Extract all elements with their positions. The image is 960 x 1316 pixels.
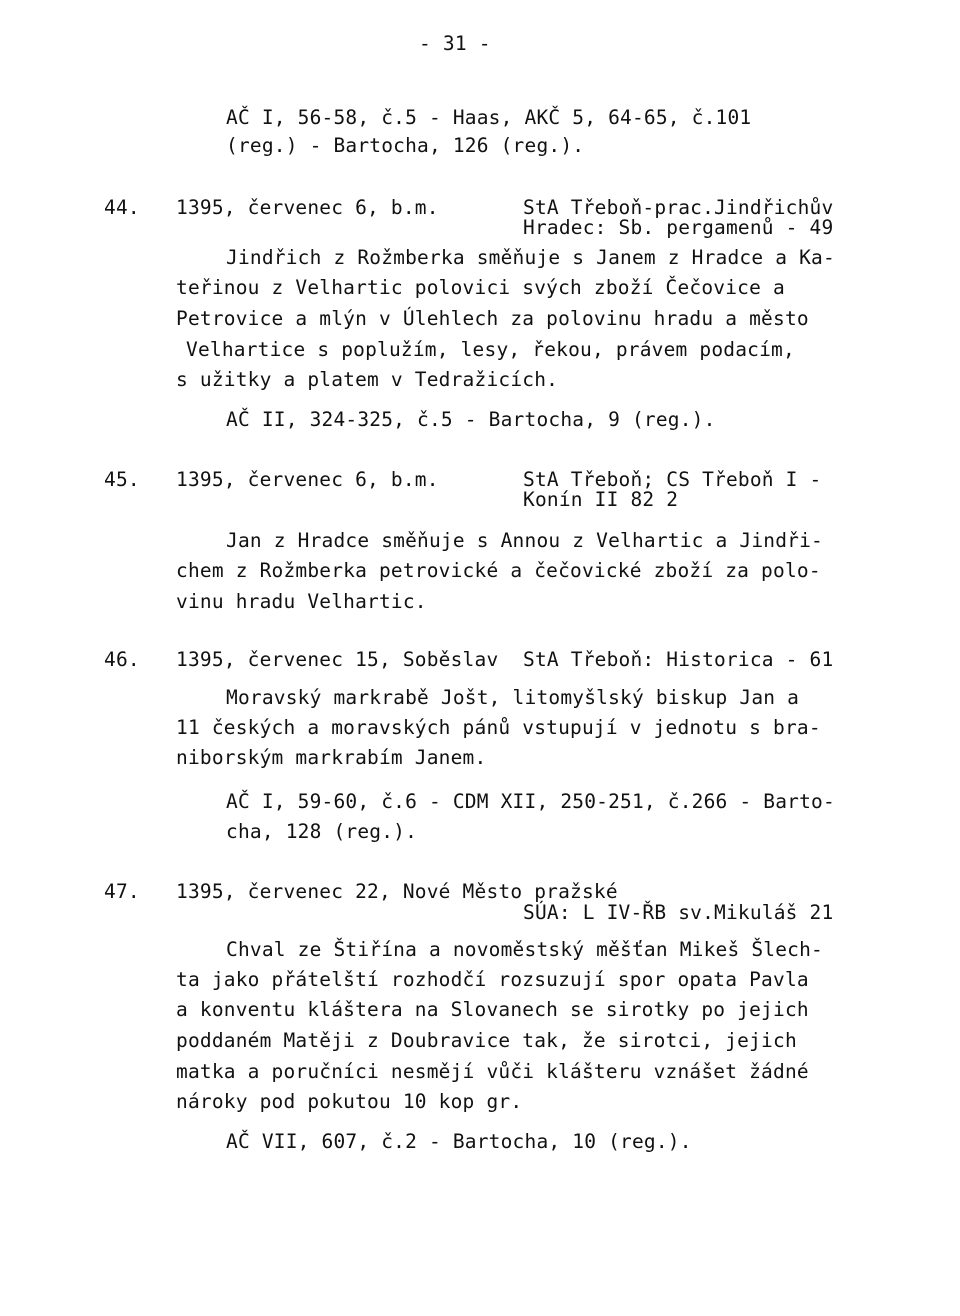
entry-body-line: poddaném Matěji z Doubravice tak, že sirotci, jejich	[176, 1029, 797, 1052]
entry-date: 1395, červenec 22, Nové Město pražské	[176, 880, 618, 903]
entry-archive: Hradec: Sb. pergamenů - 49	[523, 216, 834, 239]
entry-body-line: chem z Rožmberka petrovické a čečovické zboží za polo-	[176, 559, 821, 582]
entry-reference: AČ I, 59-60, č.6 - CDM XII, 250-251, č.266 - Barto-	[226, 790, 835, 813]
intro-line: (reg.) - Bartocha, 126 (reg.).	[226, 134, 585, 157]
entry-date: 1395, červenec 6, b.m.	[176, 468, 439, 491]
entry-body-line: Jan z Hradce směňuje s Annou z Velhartic a Jindři-	[226, 529, 823, 552]
entry-reference: cha, 128 (reg.).	[226, 820, 418, 843]
entry-body-line: Petrovice a mlýn v Úlehlech za polovinu hradu a město	[176, 307, 809, 330]
entry-reference: AČ II, 324-325, č.5 - Bartocha, 9 (reg.).	[226, 408, 716, 431]
entry-number: 47.	[104, 880, 140, 903]
entry-archive: StA Třeboň; CS Třeboň I -	[523, 468, 822, 491]
entry-body-line: a konventu kláštera na Slovanech se sirotky po jejich	[176, 998, 809, 1021]
entry-body-line: matka a poručníci nesmějí vůči klášteru vznášet žádné	[176, 1060, 809, 1083]
entry-reference: AČ VII, 607, č.2 - Bartocha, 10 (reg.).	[226, 1130, 692, 1153]
entry-body-line: Velhartice s poplužím, lesy, řekou, právem podacím,	[186, 338, 795, 361]
entry-body-line: 11 českých a moravských pánů vstupují v jednotu s bra-	[176, 716, 821, 739]
entry-number: 46.	[104, 648, 140, 671]
entry-body-line: vinu hradu Velhartic.	[176, 590, 427, 613]
entry-archive: SÚA: L IV-ŘB sv.Mikuláš 21	[523, 901, 834, 924]
entry-body-line: s užitky a platem v Tedražicích.	[176, 368, 559, 391]
entry-body-line: ta jako přátelští rozhodčí rozsuzují spor opata Pavla	[176, 968, 809, 991]
entry-archive: StA Třeboň: Historica - 61	[523, 648, 834, 671]
entry-body-line: teřinou z Velhartic polovici svých zboží Čečovice a	[176, 276, 785, 299]
entry-date: 1395, červenec 6, b.m.	[176, 196, 439, 219]
entry-body-line: niborským markrabím Janem.	[176, 746, 487, 769]
entry-number: 44.	[104, 196, 140, 219]
entry-body-line: Moravský markrabě Jošt, litomyšlský biskup Jan a	[226, 686, 800, 709]
entry-number: 45.	[104, 468, 140, 491]
entry-archive: StA Třeboň-prac.Jindřichův	[523, 196, 834, 219]
entry-archive: Konín II 82 2	[523, 488, 679, 511]
entry-body-line: nároky pod pokutou 10 kop gr.	[176, 1090, 523, 1113]
page-number: - 31 -	[419, 32, 491, 55]
entry-date: 1395, červenec 15, Soběslav	[176, 648, 499, 671]
intro-line: AČ I, 56-58, č.5 - Haas, AKČ 5, 64-65, č.101	[226, 106, 752, 129]
entry-body-line: Chval ze Štiřína a novoměstský měšťan Mikeš Šlech-	[226, 938, 823, 961]
entry-body-line: Jindřich z Rožmberka směňuje s Janem z Hradce a Ka-	[226, 246, 835, 269]
